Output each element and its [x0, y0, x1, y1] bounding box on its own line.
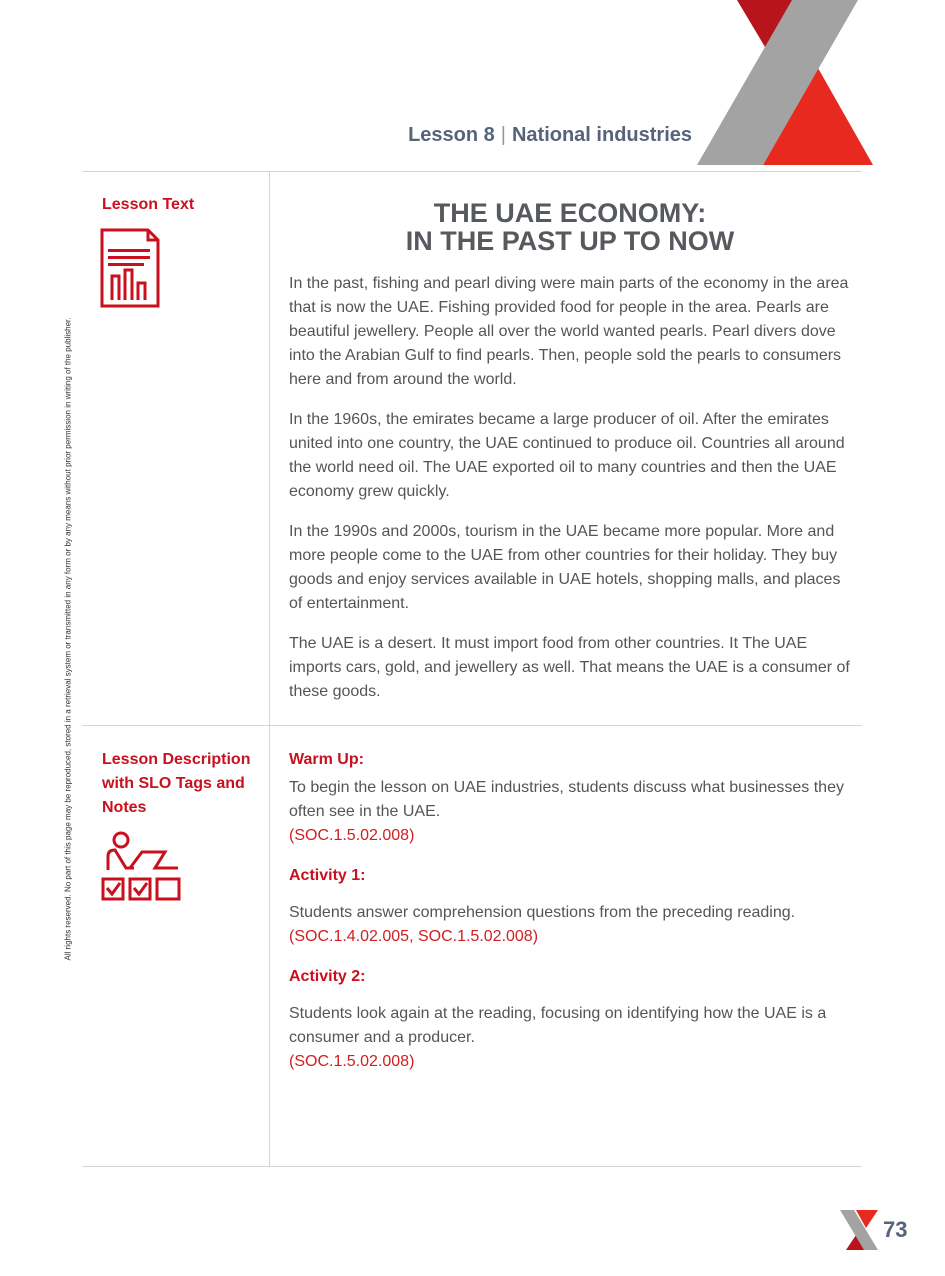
slo-tag: (SOC.1.4.02.005, SOC.1.5.02.008)	[289, 928, 539, 945]
page-number: 73	[883, 1217, 908, 1242]
divider	[82, 725, 862, 726]
lesson-header	[408, 124, 692, 147]
title-line: IN THE PAST UP TO NOW	[405, 226, 735, 256]
lesson-text-body	[289, 272, 854, 720]
paragraph: The UAE is a desert. It must import food from other countries. It The UAE imports cars, gold, and jewellery as well. That means the UAE is a consumer of these goods.	[289, 635, 850, 700]
section-text: To begin the lesson on UAE industries, students discuss what businesses they often see in the UAE.	[289, 779, 844, 820]
teacher-checklist-icon	[100, 830, 184, 902]
title-line: THE UAE ECONOMY:	[433, 198, 707, 228]
divider	[82, 1166, 862, 1167]
section-heading: Warm Up:	[289, 751, 364, 768]
description-label: Lesson Description with SLO Tags and Notes	[102, 751, 251, 816]
activity-2-section	[289, 965, 854, 1074]
paragraph: In the past, fishing and pearl diving were main parts of the economy in the area that is now the UAE. Fishing provided food for people in the area. Pearls are beautiful jewellery. People all over the world wanted pearls. Pearl divers dove into the Arabian Gulf to find pearls. Then, people sold the pearls to consumers here and from around the world.	[289, 275, 849, 388]
section-heading: Activity 1:	[289, 867, 366, 884]
slo-tag: (SOC.1.5.02.008)	[289, 827, 415, 844]
section-text: Students look again at the reading, focusing on identifying how the UAE is a consumer and a producer.	[289, 1005, 827, 1046]
slo-tag: (SOC.1.5.02.008)	[289, 1053, 415, 1070]
lesson-topic: National industries	[511, 124, 692, 146]
lesson-text-label: Lesson Text	[102, 196, 195, 213]
document-chart-icon	[100, 228, 162, 310]
activity-1-section	[289, 864, 854, 949]
paragraph: In the 1990s and 2000s, tourism in the UAE became more popular. More and more people come to the UAE from other countries for their holiday. They buy goods and enjoy services available in UAE hotels, shopping malls, and places of entertainment.	[289, 523, 841, 612]
copyright-notice: All rights reserved. No part of this page may be reproduced, stored in a retrieval system or transmitted in any form or by any means without prior permission in writing of the publisher.	[63, 317, 73, 961]
lesson-description	[289, 748, 854, 1074]
divider	[82, 171, 862, 172]
warm-up-section	[289, 748, 854, 848]
lesson-title	[290, 199, 850, 255]
section-heading: Activity 2:	[289, 968, 366, 985]
header-separator: |	[500, 124, 506, 146]
paragraph: In the 1960s, the emirates became a large producer of oil. After the emirates united into one country, the UAE continued to produce oil. Countries all around the world need oil. The UAE exported oil to many countries and then the UAE economy grew quickly.	[289, 411, 845, 500]
column-divider	[269, 172, 270, 1166]
footer-logo-icon	[838, 1206, 882, 1250]
section-text: Students answer comprehension questions from the preceding reading.	[289, 904, 796, 921]
lesson-number: Lesson 8	[408, 124, 495, 146]
